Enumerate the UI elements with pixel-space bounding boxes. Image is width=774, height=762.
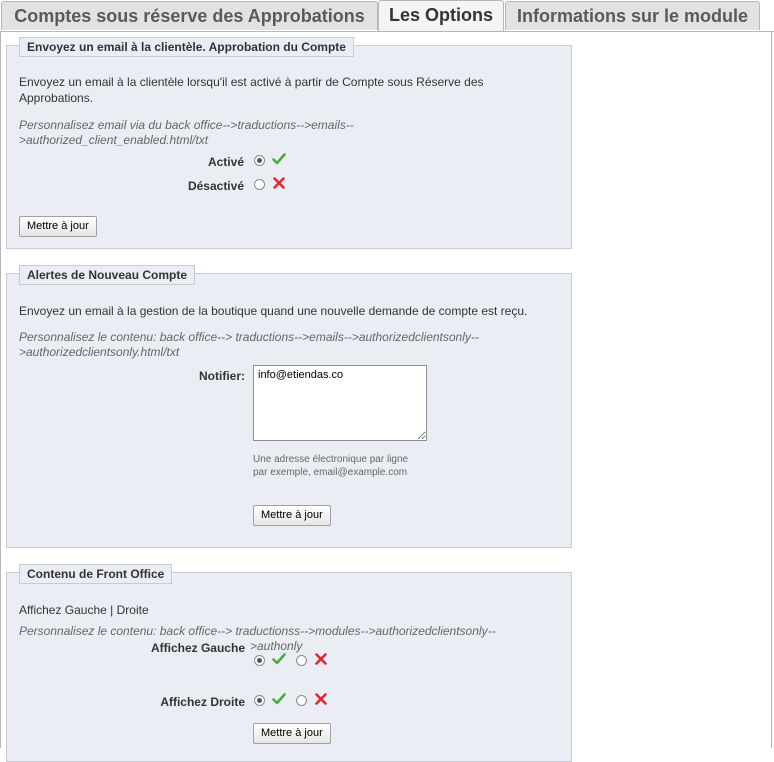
- alerts-note-2: >authorizedclientsonly.html/txt: [19, 345, 180, 359]
- email-client-note-2: >authorized_client_enabled.html/txt: [19, 133, 209, 147]
- cross-icon: [272, 176, 286, 190]
- alerts-note-1: Personnalisez le contenu: back office--> traductions-->emails-->authorizedclientsonly--: [19, 330, 479, 344]
- legend-new-account-alerts: Alertes de Nouveau Compte: [19, 265, 195, 285]
- fieldset-email-client: [6, 40, 572, 249]
- display-right-label: Affichez Droite: [160, 695, 245, 709]
- front-description: Affichez Gauche | Droite: [19, 603, 149, 617]
- active-label: Activé: [207, 155, 244, 169]
- tab-comptes-reserve[interactable]: Comptes sous réserve des Approbations: [1, 1, 378, 30]
- legend-front-office: Contenu de Front Office: [19, 564, 172, 584]
- alerts-description: Envoyez un email à la gestion de la boutique quand une nouvelle demande de compte est reçu.: [19, 304, 528, 318]
- front-note-2: >authonly: [250, 639, 303, 653]
- cross-icon: [314, 652, 328, 666]
- cross-icon: [314, 692, 328, 706]
- active-radio[interactable]: [254, 155, 265, 166]
- check-icon: [272, 152, 286, 166]
- notify-hint-2: par exemple, email@example.com: [253, 467, 408, 478]
- display-right-no-radio[interactable]: [296, 695, 307, 706]
- display-left-yes-radio[interactable]: [254, 655, 265, 666]
- update-front-button[interactable]: Mettre à jour: [253, 723, 331, 744]
- email-client-note-1: Personnalisez email via du back office-->traductions-->emails--: [19, 118, 354, 132]
- tab-les-options[interactable]: Les Options: [378, 0, 504, 31]
- inactive-radio[interactable]: [254, 179, 265, 190]
- notify-label: Notifier:: [199, 369, 245, 383]
- legend-email-client: Envoyez un email à la clientèle. Approbation du Compte: [19, 37, 354, 57]
- display-left-label: Affichez Gauche: [150, 641, 245, 655]
- fieldset-front-office: [6, 567, 572, 762]
- inactive-label: Désactivé: [187, 179, 244, 193]
- notify-hint-1: Une adresse électronique par ligne: [253, 454, 409, 465]
- tab-bar: [0, 0, 774, 32]
- fieldset-new-account-alerts: [6, 268, 572, 548]
- check-icon: [272, 692, 286, 706]
- tab-informations-module[interactable]: Informations sur le module: [505, 1, 760, 30]
- check-icon: [272, 652, 286, 666]
- display-right-yes-radio[interactable]: [254, 695, 265, 706]
- display-left-no-radio[interactable]: [296, 655, 307, 666]
- update-email-button[interactable]: Mettre à jour: [19, 216, 97, 237]
- notify-email-textarea[interactable]: [253, 365, 427, 441]
- email-client-description: Envoyez un email à la clientèle lorsqu'il est activé à partir de Compte sous Réserve des Approbations.: [19, 75, 484, 105]
- front-note-1: Personnalisez le contenu: back office--> traductionss-->modules-->authorizedclientsonly--: [19, 624, 496, 638]
- update-alerts-button[interactable]: Mettre à jour: [253, 505, 331, 526]
